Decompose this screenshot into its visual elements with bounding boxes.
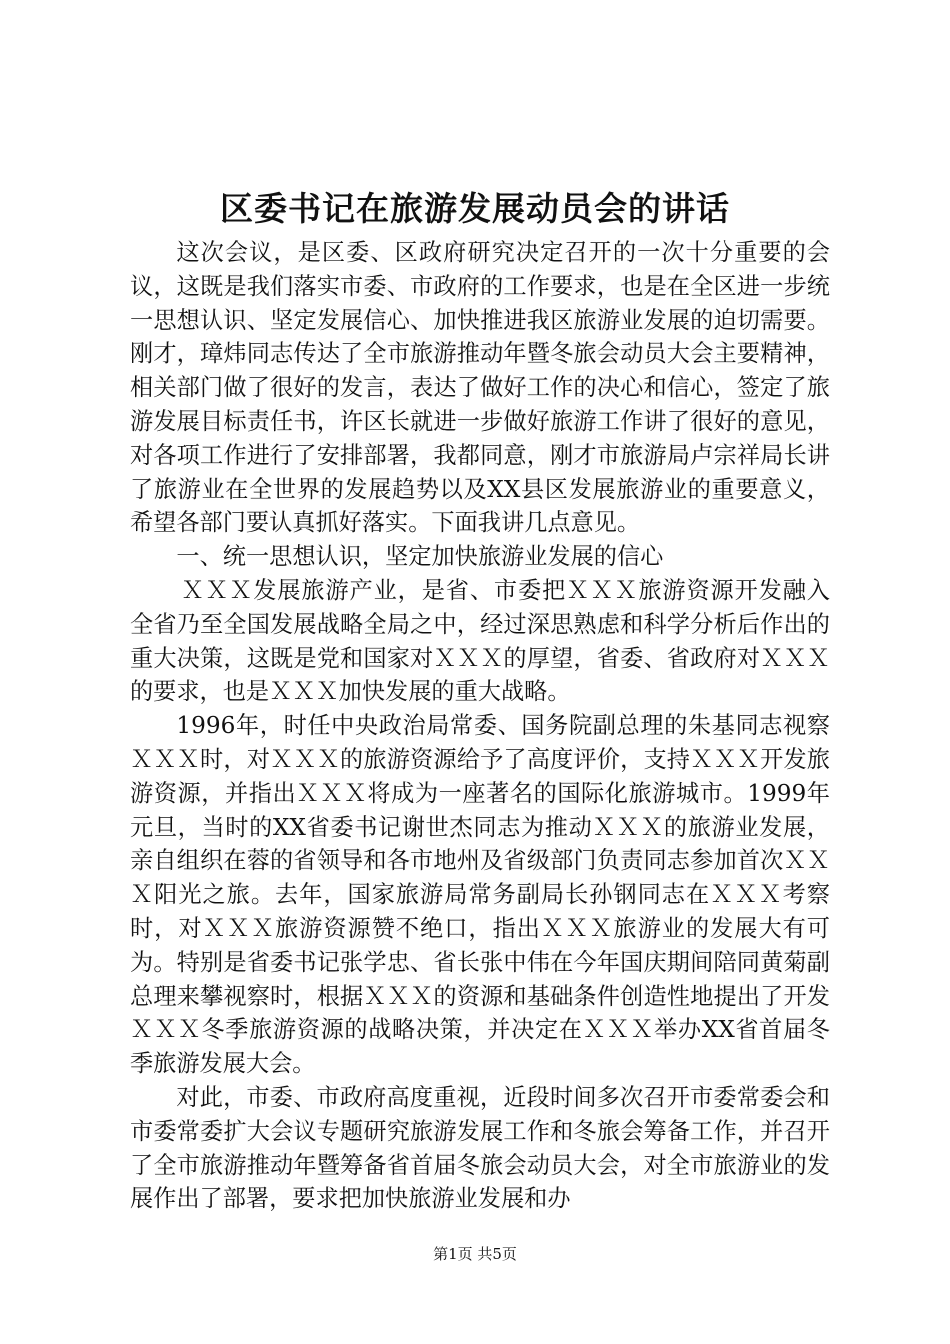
page-footer: 第1页 共5页 [433, 1245, 517, 1263]
paragraph-response: 对此，市委、市政府高度重视，近段时间多次召开市委常委会和市委常委扩大会议专题研究旅游发展工作和冬旅会筹备工作，并召开了全市旅游推动年暨筹备省首届冬旅会动员大会，对全市旅游业的发展作出了部署，要求把加快旅游业发展和办 [130, 1083, 830, 1213]
section-heading-1: 一、统一思想认识，坚定加快旅游业发展的信心 [176, 543, 664, 571]
paragraph-intro: 这次会议，是区委、区政府研究决定召开的一次十分重要的会议，这既是我们落实市委、市政府的工作要求，也是在全区进一步统一思想认识、坚定发展信心、加快推进我区旅游业发展的迫切需要。刚才，璋炜同志传达了全市旅游推动年暨冬旅会动员大会主要精神，相关部门做了很好的发言，表达了做好工作的决心和信心，签定了旅游发展目标责任书，许区长就进一步做好旅游工作讲了很好的意见，对各项工作进行了安排部署，我都同意，刚才市旅游局卢宗祥局长讲了旅游业在全世界的发展趋势以及XX县区发展旅游业的重要意义，希望各部门要认真抓好落实。下面我讲几点意见。 [130, 239, 830, 537]
paragraph-strategy: ＸＸＸ发展旅游产业，是省、市委把ＸＸＸ旅游资源开发融入全省乃至全国发展战略全局之中，经过深思熟虑和科学分析后作出的重大决策，这既是党和国家对ＸＸＸ的厚望，省委、省政府对ＸＸＸ的要求，也是ＸＸＸ加快发展的重大战略。 [130, 576, 830, 706]
document-body [130, 236, 830, 1216]
document-title: 区委书记在旅游发展动员会的讲话 [220, 189, 730, 228]
paragraph-history: 1996年，时任中央政治局常委、国务院副总理的朱基同志视察ＸＸＸ时，对ＸＸＸ的旅游资源给予了高度评价，支持ＸＸＸ开发旅游资源，并指出ＸＸＸ将成为一座著名的国际化旅游城市。1999年元旦，当时的XX省委书记谢世杰同志为推动ＸＸＸ的旅游业发展，亲自组织在蓉的省领导和各市地州及省级部门负责同志参加首次ＸＸＸ阳光之旅。去年，国家旅游局常务副局长孙钢同志在ＸＸＸ考察时，对ＸＸＸ旅游资源赞不绝口，指出ＸＸＸ旅游业的发展大有可为。特别是省委书记张学忠、省长张中伟在今年国庆期间陪同黄菊副总理来攀视察时，根据ＸＸＸ的资源和基础条件创造性地提出了开发ＸＸＸ冬季旅游资源的战略决策，并决定在ＸＸＸ举办XX省首届冬季旅游发展大会。 [130, 712, 830, 1078]
